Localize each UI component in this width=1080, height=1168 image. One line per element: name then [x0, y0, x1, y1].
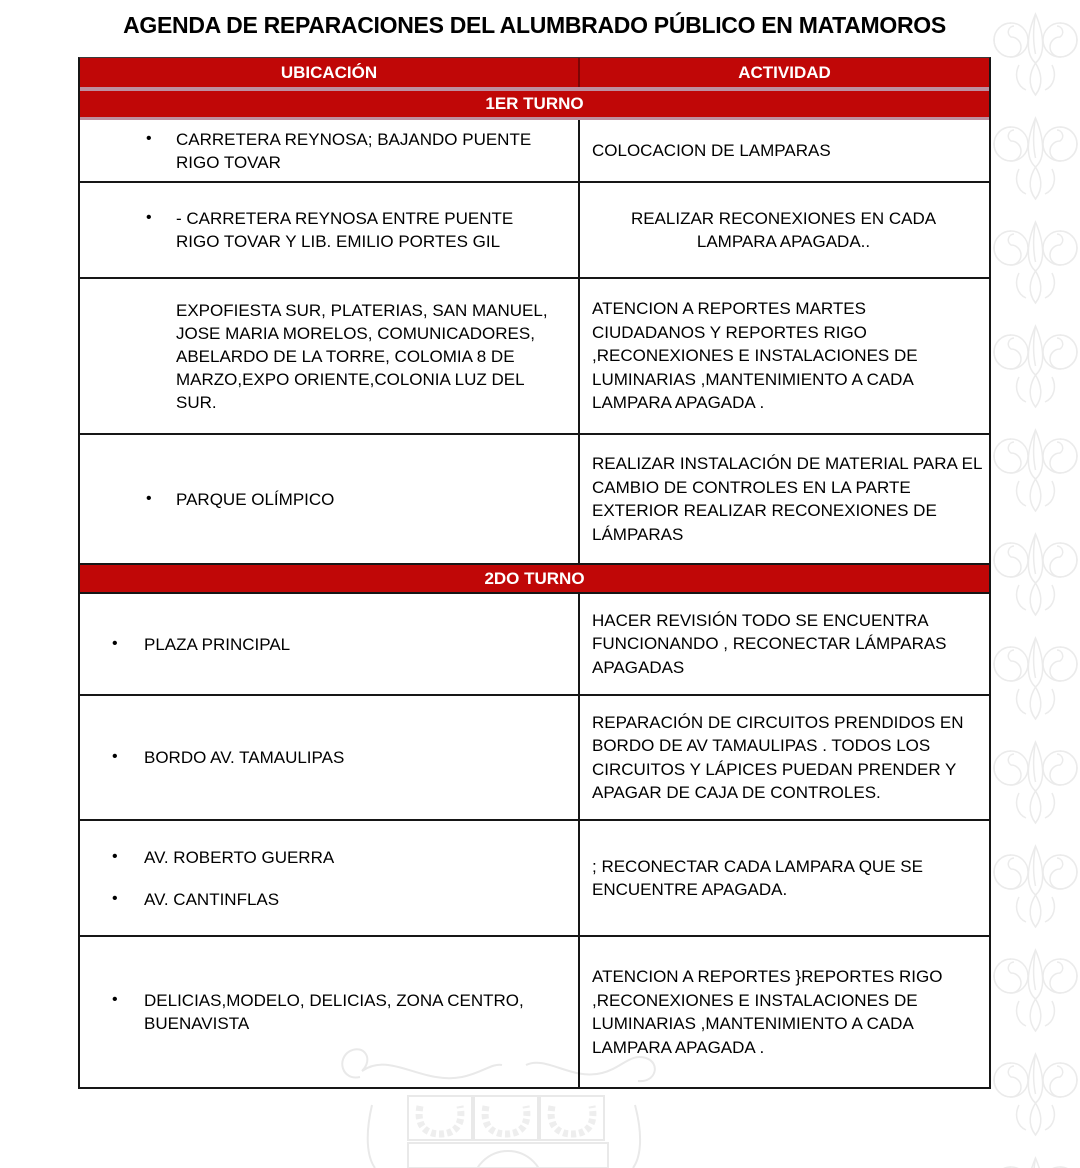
column-header-row: [80, 58, 989, 91]
section-header-2do-turno: 2DO TURNO: [80, 565, 989, 594]
actividad-cell: [580, 594, 989, 694]
agenda-table: [78, 57, 991, 1089]
actividad-text: ATENCION A REPORTES }REPORTES RIGO ,RECONEXIONES E INSTALACIONES DE LUMINARIAS ,MANTENIMIENTO A CADA LAMPARA APAGADA .: [592, 967, 943, 1057]
actividad-cell: [580, 821, 989, 935]
ubicacion-text: - CARRETERA REYNOSA ENTRE PUENTE RIGO TOVAR Y LIB. EMILIO PORTES GIL: [176, 209, 514, 251]
page-title: AGENDA DE REPARACIONES DEL ALUMBRADO PÚBLICO EN MATAMOROS: [123, 12, 946, 38]
ubicacion-text: EXPOFIESTA SUR, PLATERIAS, SAN MANUEL, JOSE MARIA MORELOS, COMUNICADORES, ABELARDO DE LA TORRE, COLOMIA 8 DE MARZO,EXPO ORIENTE,COLONIA LUZ DEL SUR.: [176, 300, 548, 412]
list-item: [80, 633, 578, 656]
bullet-icon: •: [112, 847, 118, 865]
ubicacion-cell: [80, 183, 580, 277]
bullet-icon: •: [112, 748, 118, 765]
ubicacion-cell: [80, 120, 580, 181]
ubicacion-cell: [80, 279, 580, 433]
table-row: [80, 435, 989, 565]
decorative-pattern-watermark: [992, 0, 1080, 1168]
actividad-text: REALIZAR RECONEXIONES EN CADA LAMPARA APAGADA..: [630, 208, 937, 251]
list-item: [80, 207, 578, 253]
actividad-cell: [580, 435, 989, 563]
table-row: [80, 279, 989, 435]
actividad-text: HACER REVISIÓN TODO SE ENCUENTRA FUNCIONANDO , RECONECTAR LÁMPARAS APAGADAS: [592, 610, 947, 677]
table-row: [80, 821, 989, 937]
actividad-cell: [580, 183, 989, 277]
list-item: [80, 299, 578, 414]
list-item: [80, 128, 578, 174]
ubicacion-text: BORDO AV. TAMAULIPAS: [144, 748, 345, 767]
list-item: [80, 846, 578, 869]
table-row: [80, 696, 989, 821]
table-row: [80, 594, 989, 696]
actividad-cell: [580, 279, 989, 433]
actividad-text: REALIZAR INSTALACIÓN DE MATERIAL PARA EL CAMBIO DE CONTROLES EN LA PARTE EXTERIOR REALIZAR RECONEXIONES DE LÁMPARAS: [592, 454, 982, 544]
ubicacion-text: AV. CANTINFLAS: [144, 889, 280, 909]
column-header-actividad: ACTIVIDAD: [738, 62, 831, 82]
list-item: [80, 488, 578, 511]
table-row: [80, 937, 989, 1087]
actividad-text: COLOCACION DE LAMPARAS: [592, 140, 831, 160]
list-item: [80, 746, 578, 769]
bullet-icon: •: [146, 489, 152, 507]
actividad-text: REPARACIÓN DE CIRCUITOS PRENDIDOS EN BORDO DE AV TAMAULIPAS . TODOS LOS CIRCUITOS Y LÁPICES PUEDAN PRENDER Y APAGAR DE CAJA DE CONTROLES.: [592, 712, 964, 802]
ubicacion-cell: [80, 594, 580, 694]
ubicacion-text: PLAZA PRINCIPAL: [144, 634, 291, 654]
list-item: [80, 888, 578, 911]
list-item: [80, 989, 578, 1035]
bullet-icon: •: [146, 209, 152, 226]
bullet-icon: •: [112, 991, 118, 1008]
ubicacion-text: AV. ROBERTO GUERRA: [144, 847, 335, 867]
actividad-cell: [580, 937, 989, 1087]
actividad-cell: [580, 120, 989, 181]
table-row: [80, 183, 989, 279]
bullet-icon: •: [146, 129, 152, 147]
ubicacion-text: DELICIAS,MODELO, DELICIAS, ZONA CENTRO, BUENAVISTA: [144, 991, 524, 1033]
actividad-cell: [580, 696, 989, 819]
actividad-text: ; RECONECTAR CADA LAMPARA QUE SE ENCUENTRE APAGADA.: [592, 856, 923, 899]
bullet-icon: •: [112, 889, 118, 907]
section-header-1er-turno: 1ER TURNO: [80, 91, 989, 120]
ubicacion-text: CARRETERA REYNOSA; BAJANDO PUENTE RIGO TOVAR: [176, 129, 532, 172]
ubicacion-text: PARQUE OLÍMPICO: [176, 489, 335, 509]
column-header-ubicacion: UBICACIÓN: [80, 58, 580, 87]
table-row: [80, 120, 989, 183]
ubicacion-cell: [80, 937, 580, 1087]
actividad-text: ATENCION A REPORTES MARTES CIUDADANOS Y REPORTES RIGO ,RECONEXIONES E INSTALACIONES DE LUMINARIAS ,MANTENIMIENTO A CADA LAMPARA APAGADA .: [592, 299, 918, 413]
bullet-icon: •: [112, 634, 118, 652]
ubicacion-cell: [80, 435, 580, 563]
ubicacion-cell: [80, 696, 580, 819]
ubicacion-cell: [80, 821, 580, 935]
